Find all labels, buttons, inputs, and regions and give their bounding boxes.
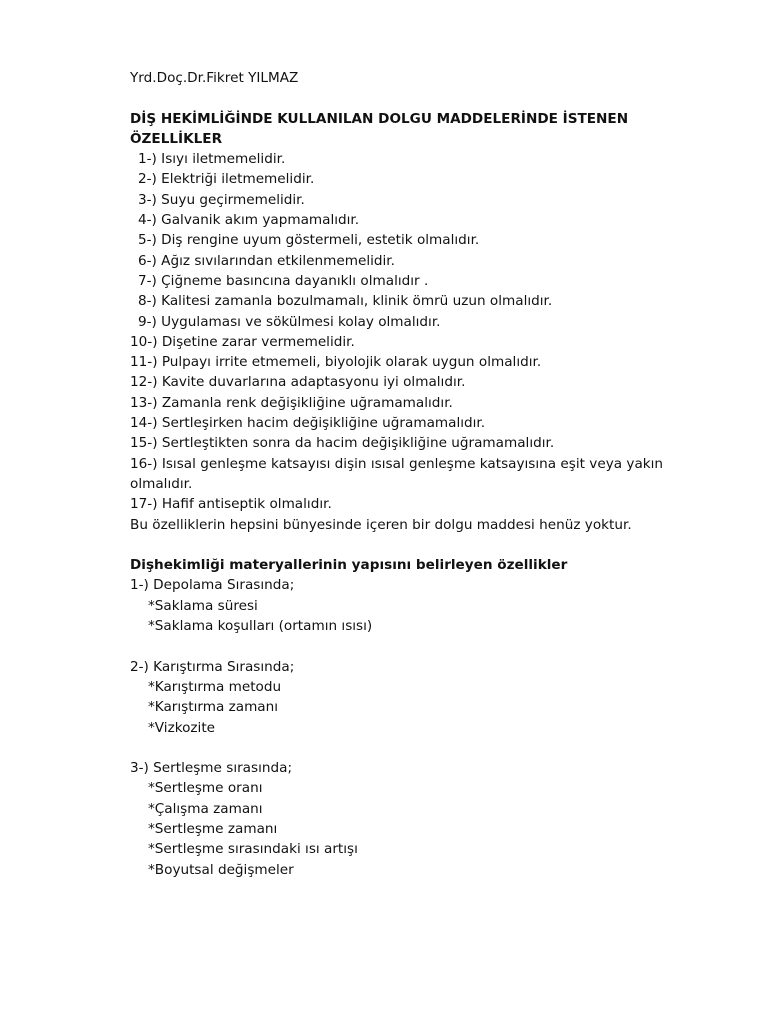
bullet-item: *Boyutsal değişmeler [148, 861, 294, 878]
group-title: 3-) Sertleşme sırasında; [130, 760, 293, 777]
bullet-item: *Saklama süresi [148, 597, 258, 614]
list-item: 5-) Diş rengine uyum göstermeli, estetik olmalıdır. [138, 232, 480, 249]
section1-heading: DİŞ HEKİMLİĞİNDE KULLANILAN DOLGU MADDELERİNDE İSTENEN ÖZELLİKLER [130, 110, 629, 147]
list-item: 8-) Kalitesi zamanla bozulmamalı, klinik ömrü uzun olmalıdır. [138, 293, 553, 310]
list-item: 4-) Galvanik akım yapmamalıdır. [138, 212, 360, 229]
list-item: 11-) Pulpayı irrite etmemeli, biyolojik olarak uygun olmalıdır. [130, 354, 542, 371]
list-item: 17-) Hafif antiseptik olmalıdır. [130, 496, 332, 513]
bullet-item: *Çalışma zamanı [148, 800, 263, 817]
document-page [130, 68, 690, 880]
list-item: 3-) Suyu geçirmemelidir. [138, 191, 305, 208]
bullet-item: *Sertleşme oranı [148, 780, 263, 797]
summary-text: Bu özelliklerin hepsini bünyesinde içeren bir dolgu maddesi henüz yoktur. [130, 516, 632, 533]
list-item: 13-) Zamanla renk değişikliğine uğramamalıdır. [130, 394, 453, 411]
bullet-item: *Karıştırma zamanı [148, 699, 279, 716]
bullet-item: *Vizkozite [148, 719, 216, 736]
group-setting [130, 758, 690, 880]
list-item: 16-) Isısal genleşme katsayısı dişin ısısal genleşme katsayısına eşit veya yakın olmalıdır. [130, 455, 664, 492]
list-item: 2-) Elektriği iletmemelidir. [138, 171, 315, 188]
bullet-item: *Saklama koşulları (ortamın ısısı) [148, 618, 373, 635]
spacer [130, 636, 690, 656]
group-title: 1-) Depolama Sırasında; [130, 577, 295, 594]
list-item: 1-) Isıyı iletmemelidir. [138, 151, 286, 168]
group-mixing [130, 657, 690, 738]
list-item: 14-) Sertleşirken hacim değişikliğine uğramamalıdır. [130, 415, 486, 432]
group-title: 2-) Karıştırma Sırasında; [130, 658, 295, 675]
list-item: 12-) Kavite duvarlarına adaptasyonu iyi olmalıdır. [130, 374, 466, 391]
bullet-item: *Sertleşme zamanı [148, 820, 278, 837]
list-item: 15-) Sertleştikten sonra da hacim değişikliğine uğramamalıdır. [130, 435, 555, 452]
section2-heading: Dişhekimliği materyallerinin yapısını belirleyen özellikler [130, 557, 568, 574]
group-storage [130, 575, 690, 636]
spacer [130, 88, 690, 108]
list-item: 6-) Ağız sıvılarından etkilenmemelidir. [138, 252, 395, 269]
list-item: 10-) Dişetine zarar vermemelidir. [130, 333, 355, 350]
list-item: 7-) Çiğneme basıncına dayanıklı olmalıdır . [138, 272, 429, 289]
author-line: Yrd.Doç.Dr.Fikret YILMAZ [130, 70, 299, 86]
bullet-item: *Karıştırma metodu [148, 678, 282, 695]
spacer [130, 535, 690, 555]
list-item: 9-) Uygulaması ve sökülmesi kolay olmalıdır. [138, 313, 441, 330]
requirements-list [130, 149, 690, 514]
spacer [130, 738, 690, 758]
bullet-item: *Sertleşme sırasındaki ısı artışı [148, 841, 358, 858]
